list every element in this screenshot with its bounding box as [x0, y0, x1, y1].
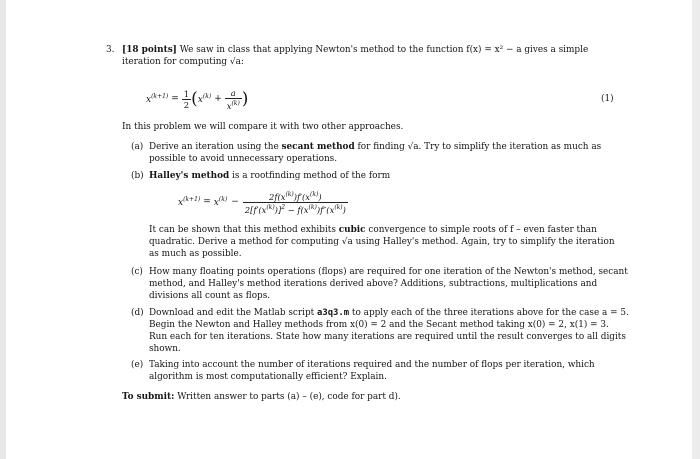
- part-d-line4: shown.: [149, 344, 181, 354]
- submit-line: [122, 392, 401, 403]
- part-e-line2: algorithm is most computationally efficient? Explain.: [149, 372, 387, 382]
- problem-header-line1: [122, 45, 588, 56]
- halley-equation: $x^{(k+1)}$ = $x^{(k)}$ − $\frac{2f(x^{(k)})f'(x^{(k)})}{2[f'(x^{(k)})]^2 - f(x^{(k)})f''(x^{(k)})}$: [178, 190, 346, 215]
- part-c-line3: divisions all count as flops.: [149, 291, 271, 301]
- halley-fraction: $\frac{2f(x^{(k)})f'(x^{(k)})}{2[f'(x^{(k)})]^2 - f(x^{(k)})f''(x^{(k)})}$: [244, 190, 346, 215]
- eq1-term-xk: $x^{(k)}$: [197, 93, 212, 105]
- problem-number: 3.: [106, 45, 115, 55]
- matlab-script-name: a3q3.m: [317, 308, 350, 318]
- part-c-line2: method, and Halley's method iterations derived above? Additions, subtractions, multiplications and: [149, 279, 598, 289]
- eq1-coefficient: $\frac{1}{2}$: [183, 88, 190, 110]
- eq1-lhs: $x^{(k+1)}$: [146, 93, 169, 105]
- halley-lhs: $x^{(k+1)}$: [178, 196, 201, 208]
- part-b-label: (b): [131, 171, 144, 181]
- eq1-fraction: $\frac{a}{x^{(k)}}$: [226, 87, 240, 111]
- submit-label: To submit:: [122, 392, 175, 402]
- equation-1: $x^{(k+1)}$ = $\frac{1}{2}$ ( $x^{(k)}$ + $\frac{a}{x^{(k)}}$ ): [146, 87, 249, 111]
- part-d-label: (d): [131, 308, 144, 318]
- part-d-line2: Begin the Newton and Halley methods from x(0) = 2 and the Secant method taking x(0) = 2, x(1) = 3.: [149, 320, 609, 330]
- equation-1-number: (1): [601, 94, 614, 104]
- part-a-line1: Derive an iteration using the secant method for finding √a. Try to simplify the iteration as much as: [149, 142, 602, 152]
- part-c-label: (c): [131, 267, 143, 277]
- document-page: [6, 0, 692, 459]
- part-a-line2: possible to avoid unnecessary operations.: [149, 154, 338, 164]
- part-d-line1: Download and edit the Matlab script a3q3.m to apply each of the three iterations above for the case a = 5.: [149, 308, 629, 318]
- part-e-line1: Taking into account the number of iterations required and the number of flops per iteration, which: [149, 360, 595, 370]
- part-b-text2: quadratic. Derive a method for computing √a using Halley's method. Again, try to simplify the iteration: [149, 237, 615, 247]
- part-b-line1: Halley's method is a rootfinding method of the form: [149, 171, 391, 181]
- halley-term: $x^{(k)}$: [213, 196, 228, 208]
- part-c-line1: How many floating points operations (flops) are required for one iteration of the Newton's method, secant: [149, 267, 628, 277]
- viewer-scrollbar-track[interactable]: [692, 0, 700, 459]
- submit-text: Written answer to parts (a) – (e), code for part d).: [177, 392, 401, 402]
- problem-points: [18 points]: [122, 45, 177, 55]
- problem-intro-line2: iteration for computing √a:: [122, 57, 244, 67]
- part-a-label: (a): [131, 142, 144, 152]
- compare-line: In this problem we will compare it with two other approaches.: [122, 122, 404, 132]
- part-b-text3: as much as possible.: [149, 249, 242, 259]
- part-b-text1: It can be shown that this method exhibits cubic convergence to simple roots of f – even faster than: [149, 225, 597, 235]
- problem-intro: We saw in class that applying Newton's method to the function f(x) = x² − a gives a simple: [179, 45, 589, 55]
- part-d-line3: Run each for ten iterations. State how many iterations are required until the result converges to all digits: [149, 332, 626, 342]
- part-e-label: (e): [131, 360, 144, 370]
